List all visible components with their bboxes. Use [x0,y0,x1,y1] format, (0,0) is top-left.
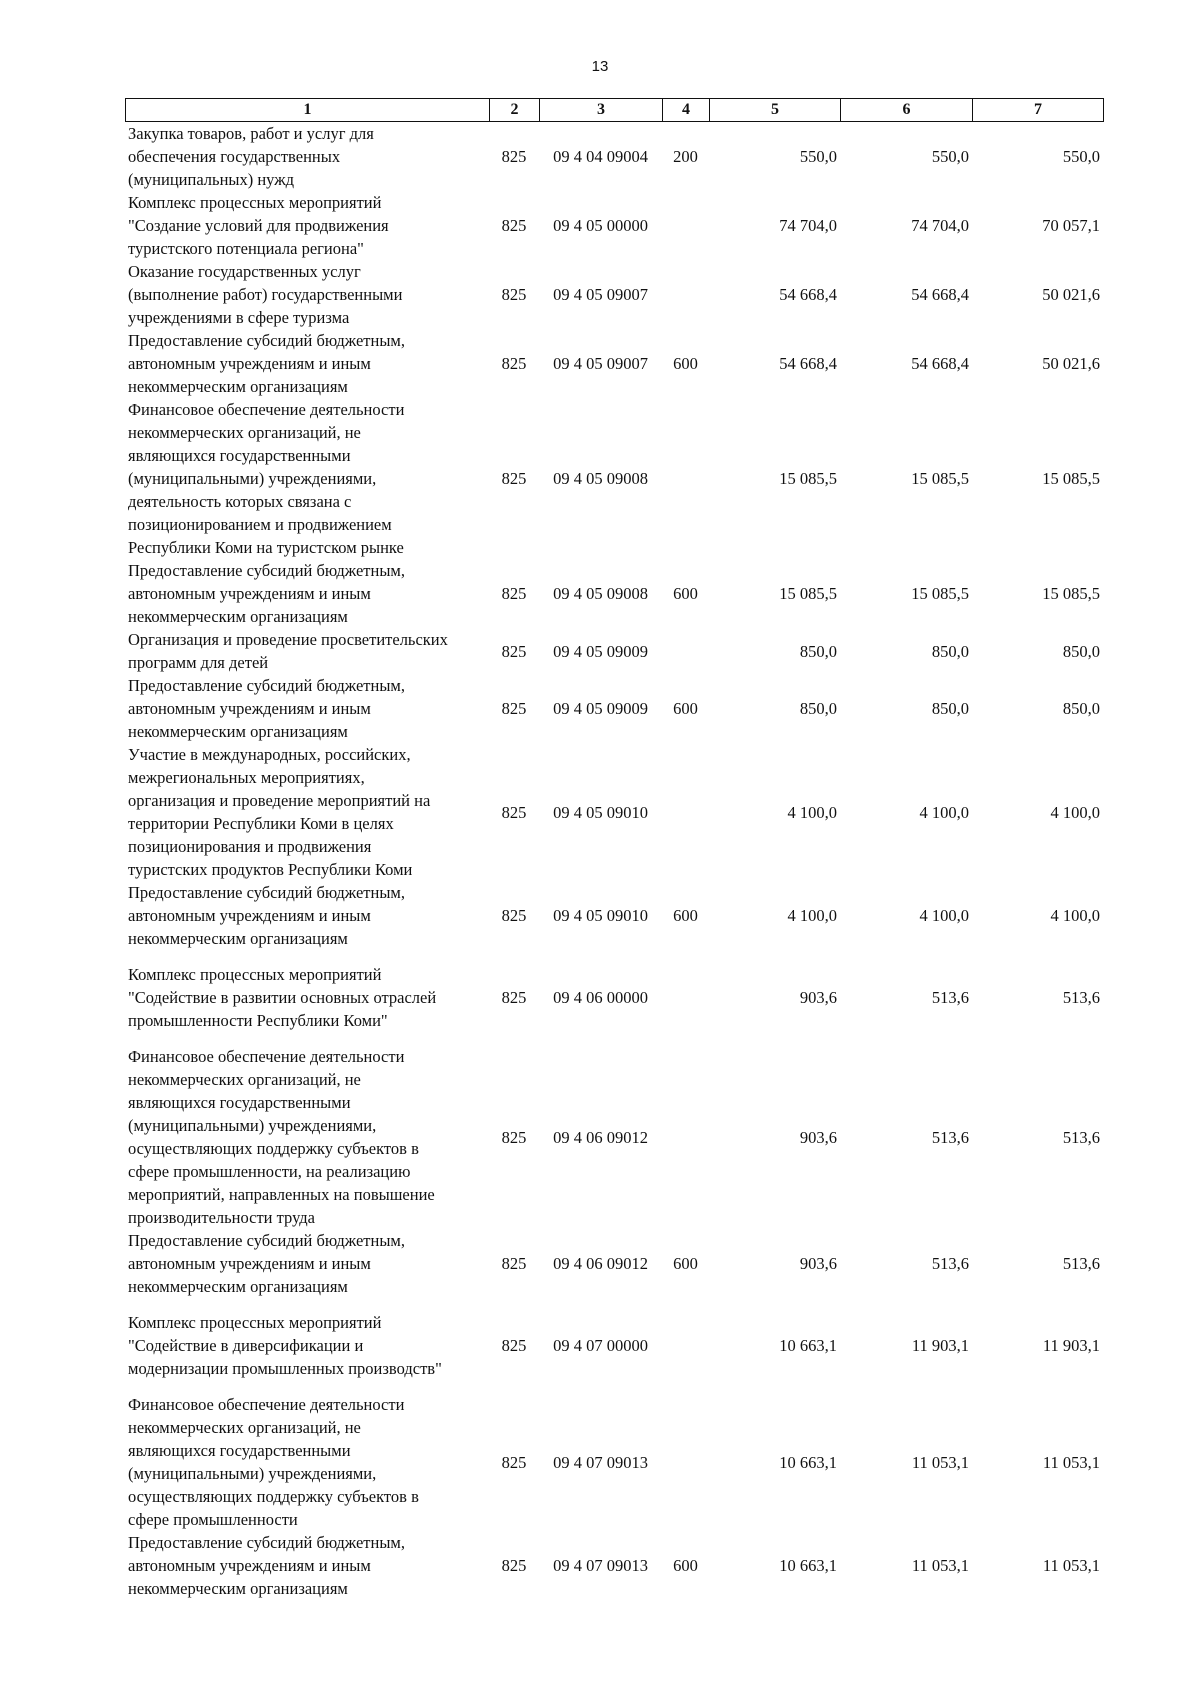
ministry-code: 825 [501,285,527,304]
expense-type-code: 600 [673,906,698,925]
ministry-code: 825 [501,584,527,603]
amount-column-7: 11 903,1 [1042,1336,1100,1355]
target-article-code: 09 4 05 09008 [553,584,648,603]
target-article-code: 09 4 07 00000 [553,1336,648,1355]
description-line: некоммерческим организациям [128,1277,348,1296]
amount-column-5: 903,6 [799,1127,837,1147]
target-article-code: 09 4 04 09004 [553,147,648,166]
expense-type-code: 600 [673,584,698,603]
description-line: позиционирования и продвижения [128,837,372,856]
amount-column-6: 54 668,4 [911,285,969,304]
target-article-code: 09 4 06 09012 [553,1254,648,1273]
expense-type-code: 600 [673,1254,698,1273]
description-line: автономным учреждениям и иным [128,699,371,718]
description-line: "Создание условий для продвижения [128,216,389,235]
target-article-code: 09 4 05 09008 [553,469,648,488]
target-article-code: 09 4 06 00000 [553,988,648,1007]
description-line: некоммерческим организациям [128,1579,348,1598]
description-line: Комплекс процессных мероприятий [128,1313,382,1332]
column-header-1: 1 [126,99,490,122]
amount-column-6: 54 668,4 [911,354,969,373]
amount-column-5: 10 663,1 [779,1556,837,1575]
description-line: некоммерческим организациям [128,929,348,948]
amount-column-5: 850,0 [799,699,837,718]
amount-column-6: 15 085,5 [911,584,969,603]
description-line: Финансовое обеспечение деятельности [128,1395,405,1414]
row-description [125,628,489,674]
description-line: сфере промышленности [128,1510,298,1529]
description-line: автономным учреждениям и иным [128,584,371,603]
amount-column-7: 4 100,0 [1050,906,1100,925]
description-line: (муниципальными) учреждениями, [128,1464,377,1483]
description-line: промышленности Республики Коми" [128,1011,388,1030]
amount-column-7: 15 085,5 [1042,584,1100,603]
amount-column-5: 10 663,1 [779,1452,837,1472]
description-line: Предоставление субсидий бюджетным, [128,561,405,580]
table-row [125,963,1103,1032]
target-article-code: 09 4 05 09010 [553,906,648,925]
table-row [125,628,1103,674]
row-description [125,398,489,559]
table-row [125,559,1103,628]
description-line: территории Республики Коми в целях [128,814,394,833]
description-line: осуществляющих поддержку субъектов в [128,1487,419,1506]
amount-column-7: 15 085,5 [1042,469,1100,488]
description-line: деятельность которых связана с [128,492,352,511]
ministry-code: 825 [501,147,527,166]
description-line: являющихся государственными [128,1093,351,1112]
amount-column-5: 15 085,5 [779,584,837,603]
description-line: некоммерческим организациям [128,377,348,396]
ministry-code: 825 [501,1336,527,1355]
ministry-code: 825 [501,641,527,661]
table-row [125,260,1103,329]
amount-column-7: 850,0 [1062,699,1100,718]
description-line: Предоставление субсидий бюджетным, [128,1231,405,1250]
description-line: туристских продуктов Республики Коми [128,860,413,879]
amount-column-7: 11 053,1 [1042,1556,1100,1575]
table-row [125,1531,1103,1600]
amount-column-6: 4 100,0 [919,802,969,822]
amount-column-6: 513,6 [931,988,969,1007]
description-line: сфере промышленности, на реализацию [128,1162,411,1181]
row-description [125,191,489,260]
amount-column-5: 54 668,4 [779,354,837,373]
amount-column-7: 70 057,1 [1042,216,1100,235]
amount-column-6: 11 053,1 [911,1556,969,1575]
description-line: производительности труда [128,1208,316,1227]
description-line: автономным учреждениям и иным [128,906,371,925]
table-body [125,122,1103,1600]
table-row [125,1393,1103,1531]
description-line: Организация и проведение просветительских [128,630,448,649]
amount-column-6: 850,0 [931,641,969,661]
ministry-code: 825 [501,1127,527,1147]
expense-type-code: 600 [673,354,698,373]
description-line: осуществляющих поддержку субъектов в [128,1139,419,1158]
amount-column-7: 850,0 [1062,641,1100,661]
description-line: Республики Коми на туристском рынке [128,538,404,557]
description-line: Предоставление субсидий бюджетным, [128,676,405,695]
amount-column-7: 513,6 [1062,988,1100,1007]
ministry-code: 825 [501,1556,527,1575]
amount-column-7: 50 021,6 [1042,285,1100,304]
ministry-code: 825 [501,354,527,373]
ministry-code: 825 [501,469,527,488]
amount-column-7: 550,0 [1062,147,1100,166]
row-description [125,743,489,881]
target-article-code: 09 4 05 09007 [553,285,648,304]
amount-column-6: 15 085,5 [911,469,969,488]
description-line: межрегиональных мероприятиях, [128,768,365,787]
table-row [125,674,1103,743]
table-row [125,329,1103,398]
amount-column-7: 50 021,6 [1042,354,1100,373]
description-line: Комплекс процессных мероприятий [128,965,382,984]
target-article-code: 09 4 06 09012 [553,1127,648,1147]
amount-column-5: 850,0 [799,641,837,661]
description-line: (выполнение работ) государственными [128,285,403,304]
description-line: Участие в международных, российских, [128,745,411,764]
amount-column-6: 11 053,1 [911,1452,969,1472]
description-line: автономным учреждениям и иным [128,1556,371,1575]
amount-column-5: 550,0 [799,147,837,166]
row-description [125,260,489,329]
table-row [125,398,1103,559]
table-row [125,743,1103,881]
description-line: (муниципальных) нужд [128,170,295,189]
description-line: Предоставление субсидий бюджетным, [128,1533,405,1552]
description-line: Оказание государственных услуг [128,262,361,281]
description-line: мероприятий, направленных на повышение [128,1185,435,1204]
expense-type-code: 200 [673,147,698,166]
target-article-code: 09 4 05 09007 [553,354,648,373]
page-number: 13 [591,58,609,75]
row-description [125,1393,489,1531]
amount-column-5: 4 100,0 [787,906,837,925]
description-line: Финансовое обеспечение деятельности [128,1047,405,1066]
row-description [125,1229,489,1298]
amount-column-7: 11 053,1 [1042,1452,1100,1472]
amount-column-6: 74 704,0 [911,216,969,235]
description-line: являющихся государственными [128,446,351,465]
description-line: Закупка товаров, работ и услуг для [128,124,374,143]
row-description [125,329,489,398]
row-description [125,122,489,191]
amount-column-5: 903,6 [799,988,837,1007]
amount-column-5: 15 085,5 [779,469,837,488]
ministry-code: 825 [501,1452,527,1472]
column-header-4: 4 [663,99,710,122]
description-line: Предоставление субсидий бюджетным, [128,331,405,350]
amount-column-6: 850,0 [931,699,969,718]
row-description [125,674,489,743]
description-line: "Содействие в развитии основных отраслей [128,988,437,1007]
row-description [125,1311,489,1380]
description-line: Предоставление субсидий бюджетным, [128,883,405,902]
row-description [125,963,489,1032]
ministry-code: 825 [501,699,527,718]
ministry-code: 825 [501,802,527,822]
column-header-3: 3 [540,99,663,122]
table-row [125,1229,1103,1298]
description-line: Комплекс процессных мероприятий [128,193,382,212]
description-line: Финансовое обеспечение деятельности [128,400,405,419]
table-row [125,1045,1103,1229]
description-line: некоммерческим организациям [128,722,348,741]
expense-type-code: 600 [673,699,698,718]
ministry-code: 825 [501,1254,527,1273]
target-article-code: 09 4 05 09009 [553,641,648,661]
table-row [125,1311,1103,1380]
amount-column-6: 4 100,0 [919,906,969,925]
amount-column-7: 4 100,0 [1050,802,1100,822]
column-header-row [126,99,1104,122]
target-article-code: 09 4 05 00000 [553,216,648,235]
amount-column-5: 4 100,0 [787,802,837,822]
description-line: некоммерческих организаций, не [128,423,361,442]
amount-column-6: 11 903,1 [911,1336,969,1355]
table-row [125,122,1103,191]
description-line: некоммерческих организаций, не [128,1070,361,1089]
target-article-code: 09 4 07 09013 [553,1556,648,1575]
description-line: туристского потенциала региона" [128,239,364,258]
description-line: (муниципальными) учреждениями, [128,469,377,488]
description-line: автономным учреждениям и иным [128,354,371,373]
ministry-code: 825 [501,216,527,235]
amount-column-7: 513,6 [1062,1254,1100,1273]
description-line: автономным учреждениям и иным [128,1254,371,1273]
ministry-code: 825 [501,906,527,925]
description-line: обеспечения государственных [128,147,341,166]
column-header-5: 5 [710,99,841,122]
column-header-7: 7 [973,99,1104,122]
column-header-table [125,98,1104,122]
target-article-code: 09 4 07 09013 [553,1452,648,1472]
description-line: позиционированием и продвижением [128,515,392,534]
description-line: некоммерческих организаций, не [128,1418,361,1437]
amount-column-5: 54 668,4 [779,285,837,304]
target-article-code: 09 4 05 09010 [553,802,648,822]
table-row [125,191,1103,260]
row-description [125,881,489,950]
expense-type-code: 600 [673,1556,698,1575]
amount-column-6: 513,6 [931,1127,969,1147]
amount-column-6: 550,0 [931,147,969,166]
amount-column-5: 10 663,1 [779,1336,837,1355]
amount-column-6: 513,6 [931,1254,969,1273]
description-line: "Содействие в диверсификации и [128,1336,364,1355]
ministry-code: 825 [501,988,527,1007]
amount-column-7: 513,6 [1062,1127,1100,1147]
row-description [125,1531,489,1600]
description-line: программ для детей [128,653,269,672]
column-header-2: 2 [490,99,540,122]
amount-column-5: 74 704,0 [779,216,837,235]
row-description [125,559,489,628]
description-line: являющихся государственными [128,1441,351,1460]
target-article-code: 09 4 05 09009 [553,699,648,718]
table-row [125,881,1103,950]
row-description [125,1045,489,1229]
description-line: некоммерческим организациям [128,607,348,626]
description-line: организация и проведение мероприятий на [128,791,431,810]
column-header-6: 6 [841,99,973,122]
description-line: модернизации промышленных производств" [128,1359,442,1378]
description-line: учреждениями в сфере туризма [128,308,350,327]
description-line: (муниципальными) учреждениями, [128,1116,377,1135]
amount-column-5: 903,6 [799,1254,837,1273]
